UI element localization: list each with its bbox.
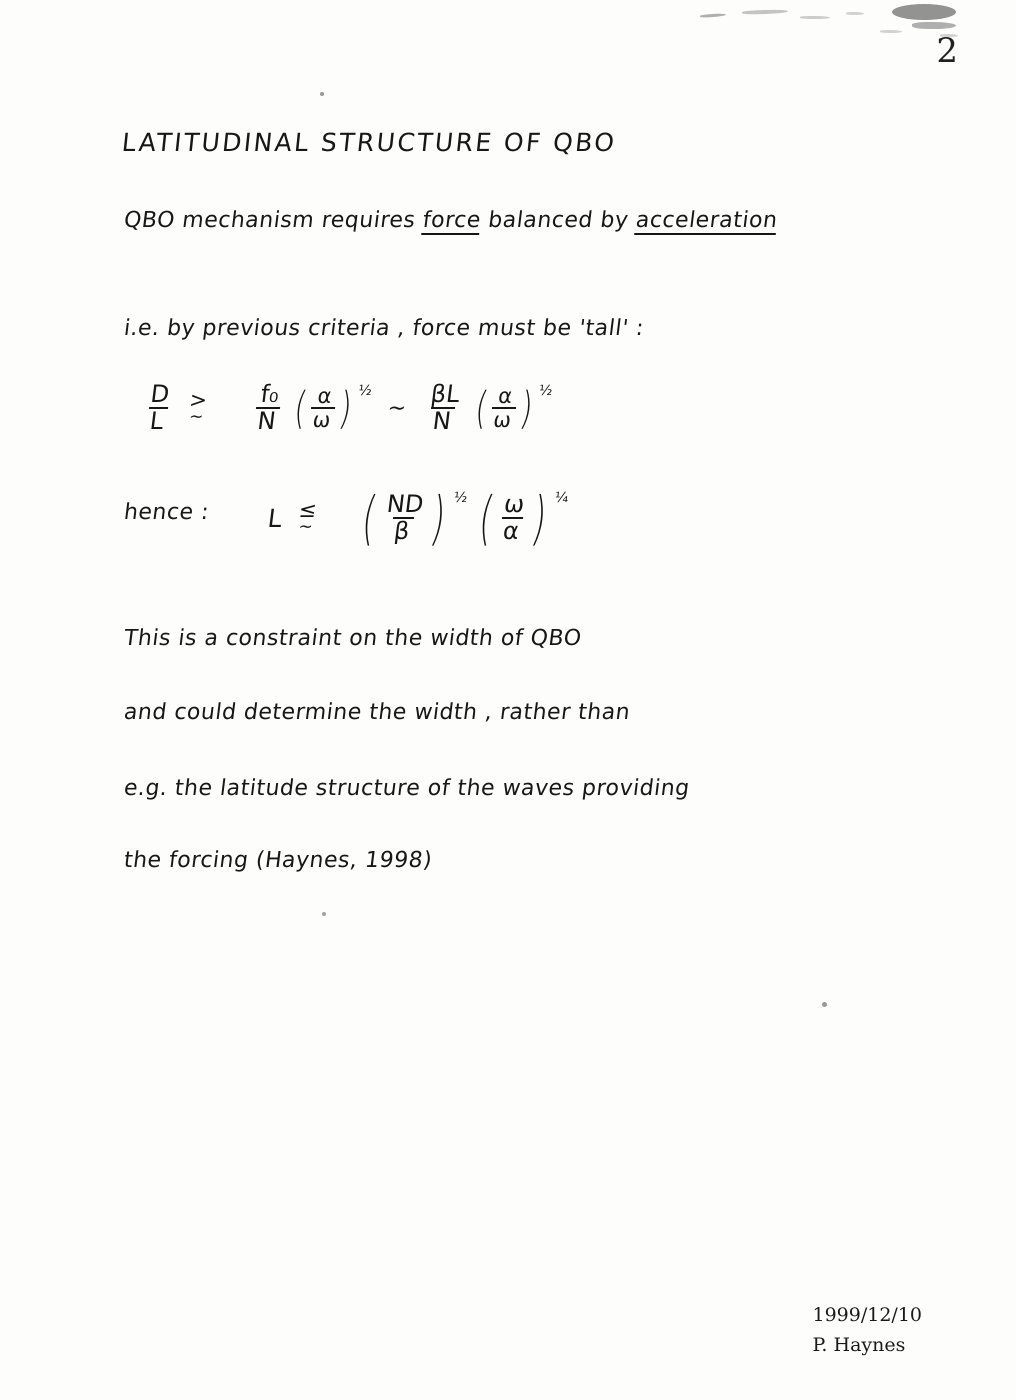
term-omega-over-alpha xyxy=(472,483,570,552)
numerator: D xyxy=(149,380,171,408)
exponent: ¼ xyxy=(553,490,570,506)
fraction-alpha-over-omega xyxy=(489,385,518,431)
scan-smudge xyxy=(912,22,956,29)
scan-smudge xyxy=(846,12,864,15)
page-title: LATITUDINAL STRUCTURE OF QBO xyxy=(120,128,618,157)
scan-smudge xyxy=(880,30,902,33)
numerator: α xyxy=(496,384,514,409)
denominator: ω xyxy=(309,407,336,431)
exponent: ½ xyxy=(537,383,554,400)
criteria-line: i.e. by previous criteria , force must be 'tall' : xyxy=(122,316,646,341)
emphasis-force: force xyxy=(421,208,483,233)
fraction-f0-over-N xyxy=(253,382,284,434)
relation-less-sim xyxy=(296,497,319,537)
left-paren: ( xyxy=(291,382,310,434)
equation-one xyxy=(141,382,554,434)
left-paren: ( xyxy=(357,483,380,552)
requires-line xyxy=(122,208,779,233)
footer xyxy=(812,1301,922,1360)
footer-author: P. Haynes xyxy=(812,1333,906,1356)
fraction-alpha-over-omega xyxy=(309,385,338,431)
footer-date: 1999/12/10 xyxy=(812,1304,922,1327)
scan-speck xyxy=(322,912,326,916)
denominator: β xyxy=(390,517,415,544)
scan-smudge xyxy=(800,16,830,19)
denominator: α xyxy=(498,517,523,544)
lhs-L: L xyxy=(266,503,284,533)
scan-smudge xyxy=(892,4,956,20)
scan-smudge xyxy=(742,9,788,15)
numerator: α xyxy=(316,384,334,409)
numerator: ω xyxy=(502,490,527,518)
connector-tilde: ~ xyxy=(386,395,408,421)
paragraph-line-1: This is a constraint on the width of QBO xyxy=(122,626,583,651)
term-ND-over-beta xyxy=(354,483,469,552)
right-paren: ) xyxy=(336,382,355,434)
paragraph-line-4: the forcing (Haynes, 1998) xyxy=(122,848,434,873)
scan-speck xyxy=(320,92,324,96)
relation-symbol: ≤ xyxy=(297,497,319,522)
numerator: βL xyxy=(429,380,462,408)
relation-approx: ~ xyxy=(187,406,205,427)
fraction-betaL-over-N xyxy=(423,382,464,434)
relation-symbol: > xyxy=(188,387,209,412)
paragraph-line-3: e.g. the latitude structure of the waves providing xyxy=(122,776,692,801)
numerator: f₀ xyxy=(259,380,281,408)
fraction-omega-over-alpha xyxy=(496,492,529,544)
right-paren: ) xyxy=(517,382,536,434)
right-paren: ) xyxy=(527,483,550,552)
exponent: ½ xyxy=(357,383,373,400)
relation-greater-sim xyxy=(186,387,209,427)
term-two-paren-group xyxy=(470,382,554,434)
hence-label: hence : xyxy=(122,500,211,525)
denominator: N xyxy=(428,407,455,434)
left-paren: ( xyxy=(475,483,498,552)
requires-middle: balanced by xyxy=(486,208,630,233)
paragraph-line-2: and could determine the width , rather than xyxy=(122,700,632,725)
equation-two xyxy=(265,483,570,552)
exponent: ½ xyxy=(452,490,469,506)
scan-smudge xyxy=(700,13,726,18)
denominator: N xyxy=(253,407,280,434)
right-paren: ) xyxy=(427,483,449,552)
scan-speck xyxy=(822,1002,827,1007)
fraction-ND-over-beta xyxy=(379,492,428,544)
emphasis-acceleration: acceleration xyxy=(634,208,779,233)
fraction-D-over-L xyxy=(143,382,174,434)
numerator: ND xyxy=(385,490,426,518)
page-number: 2 xyxy=(936,31,958,71)
left-paren: ( xyxy=(472,382,491,434)
denominator: ω xyxy=(489,407,516,431)
requires-prefix: QBO mechanism requires xyxy=(122,208,417,233)
term-one-paren-group xyxy=(289,382,373,434)
denominator: L xyxy=(145,407,168,434)
relation-approx: ~ xyxy=(297,516,315,537)
